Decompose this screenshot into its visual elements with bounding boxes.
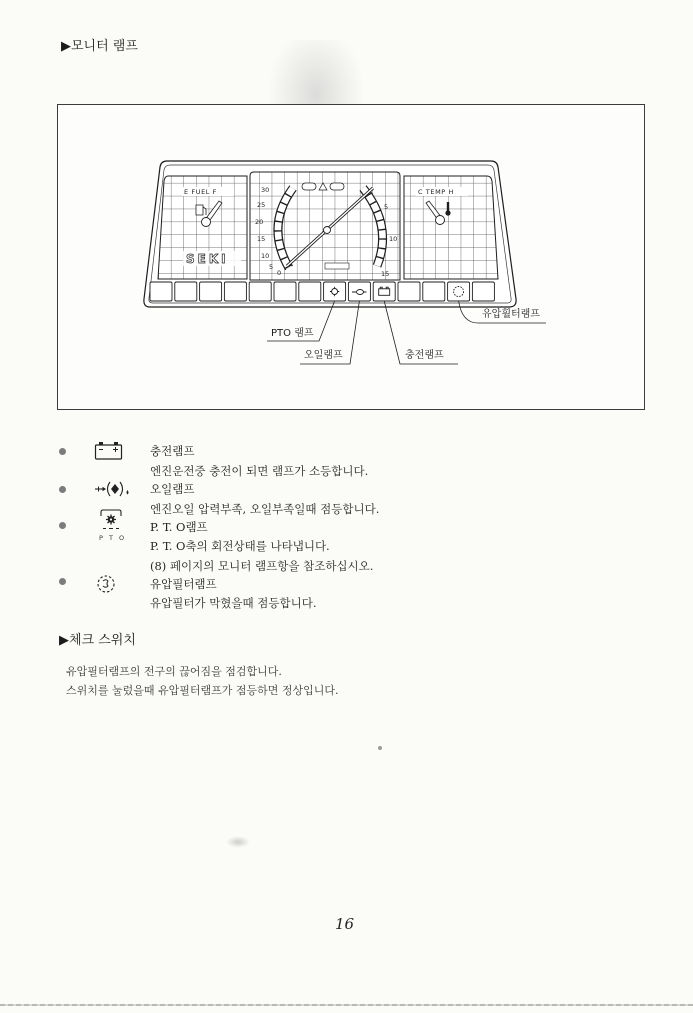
fuel-gauge-label: E FUEL F <box>184 188 218 196</box>
charge-indicator-slot <box>373 282 395 301</box>
oil-indicator-slot <box>348 282 370 301</box>
callout-oil-lamp: 오일램프 <box>304 350 343 361</box>
tacho-tick-label: 5 <box>269 263 274 271</box>
brand-logo: SEKI <box>186 252 229 266</box>
temperature-gauge-pivot <box>436 216 445 225</box>
bullet <box>59 448 66 455</box>
oil-can-icon <box>93 478 131 500</box>
bullet <box>59 522 66 529</box>
section-heading-check-switch: ▶체크 스위치 <box>59 633 136 648</box>
turn-signal-right-lamp <box>330 183 344 190</box>
indicator-slot <box>274 282 296 301</box>
lamp-title: 오일램프 <box>150 482 195 496</box>
fuel-gauge-pivot <box>202 218 211 227</box>
tacho-tick-label: 10 <box>389 235 398 243</box>
thermometer-bulb <box>445 210 450 215</box>
tacho-tick-label: 30 <box>261 186 270 194</box>
filter-icon <box>95 573 117 595</box>
callout-filter-lamp: 유압휠터램프 <box>482 309 540 320</box>
pto-icon-caption: P T O <box>99 534 127 542</box>
tacho-tick-label: 0 <box>277 269 282 277</box>
check-switch-text: 유압필터램프의 전구의 끊어짐을 점검합니다. <box>66 665 282 678</box>
tacho-tick-label: 5 <box>384 203 389 211</box>
indicator-slot <box>224 282 246 301</box>
tacho-tick-label: 20 <box>255 218 264 226</box>
lamp-title: 충전램프 <box>150 444 195 458</box>
tacho-tick-label: 10 <box>261 252 270 260</box>
battery-icon <box>94 440 124 462</box>
page-number: 16 <box>335 915 355 933</box>
check-switch-text: 스위치를 눌렀을때 유압필터램프가 점등하면 정상입니다. <box>66 684 339 697</box>
lamp-description: 유압필터가 막혔을때 점등합니다. <box>150 596 317 610</box>
scan-edge <box>0 1004 693 1006</box>
tacho-tick-label: 25 <box>257 201 266 209</box>
indicator-slot <box>249 282 271 301</box>
bullet <box>59 578 66 585</box>
lamp-title: P. T. O램프 <box>150 520 208 534</box>
section-heading-monitor-lamp: ▶모니터 램프 <box>61 39 138 54</box>
indicator-slot <box>299 282 321 301</box>
instrument-panel-diagram <box>57 104 645 410</box>
pto-indicator-slot <box>324 282 346 301</box>
tacho-tick-label: 15 <box>257 235 266 243</box>
indicator-slot <box>472 282 494 301</box>
turn-signal-left-lamp <box>302 183 316 190</box>
indicator-slot <box>150 282 172 301</box>
scan-speck <box>378 746 382 750</box>
tachometer-unit-box <box>325 263 349 269</box>
filter-indicator-slot <box>448 282 470 301</box>
lamp-description: (8) 페이지의 모니터 램프항을 참조하십시오. <box>150 559 374 573</box>
lamp-description: 엔진오일 압력부족, 오일부족일때 점등합니다. <box>150 502 380 516</box>
lamp-title: 유압필터램프 <box>150 577 217 591</box>
tacho-tick-label: 15 <box>381 270 390 278</box>
lamp-description: 엔진운전중 충전이 되면 램프가 소등합니다. <box>150 464 369 478</box>
tachometer-pivot <box>324 227 331 234</box>
temperature-gauge-label: C TEMP H <box>418 188 454 196</box>
callout-charge-lamp: 충전램프 <box>405 350 444 361</box>
indicator-slot <box>200 282 222 301</box>
bullet <box>59 486 66 493</box>
fuel-gauge <box>158 176 247 279</box>
indicator-slot <box>175 282 197 301</box>
indicator-slot <box>398 282 420 301</box>
scan-speck <box>226 836 250 848</box>
callout-pto-lamp: PTO 램프 <box>271 328 314 339</box>
indicator-slot <box>423 282 445 301</box>
temperature-gauge <box>404 176 498 279</box>
lamp-description: P. T. O축의 회전상태를 나타냅니다. <box>150 539 330 553</box>
pto-icon <box>98 507 124 533</box>
tachometer <box>250 172 400 280</box>
